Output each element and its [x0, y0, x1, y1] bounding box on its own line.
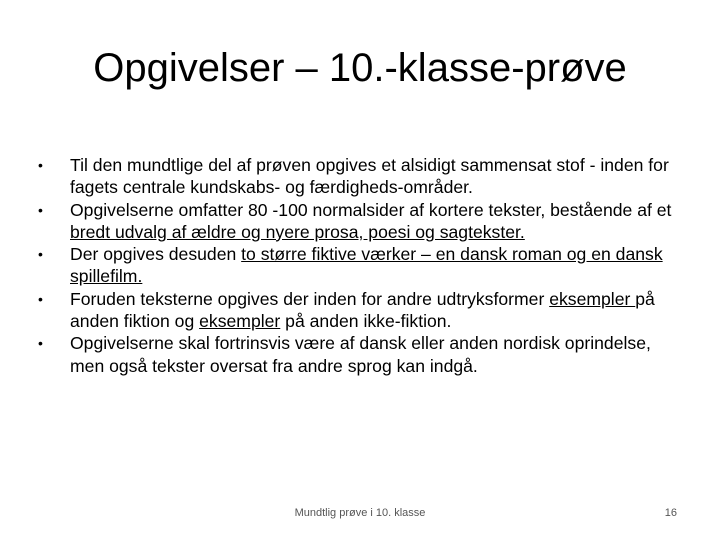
- bullet-text: Opgivelserne skal fortrinsvis være af dansk eller anden nordisk oprindelse, men også tekster oversat fra andre sprog kan indgå.: [70, 333, 651, 376]
- bullet-text: Foruden teksterne opgives der inden for andre udtryksformer: [70, 288, 550, 309]
- bullet-icon: •: [38, 335, 43, 352]
- bullet-item: [36, 243, 686, 288]
- bullet-text: Der opgives desuden: [70, 244, 242, 265]
- bullet-item: [36, 154, 686, 199]
- underlined-text: eksempler: [199, 311, 281, 332]
- bullet-text: Til den mundtlige del af prøven opgives et alsidigt sammensat stof - inden for fagets centrale kundskabs- og færdigheds-områder.: [70, 155, 669, 198]
- bullet-text: på anden ikke-fiktion.: [280, 311, 452, 332]
- underlined-text: eksempler: [549, 288, 636, 309]
- bullet-icon: •: [38, 157, 43, 173]
- bullet-icon: •: [38, 290, 43, 307]
- bullet-icon: •: [38, 201, 43, 218]
- bullet-item: [36, 199, 686, 244]
- slide-title: Opgivelser – 10.-klasse-prøve: [93, 46, 627, 90]
- footer-text: Mundtlig prøve i 10. klasse: [294, 507, 426, 519]
- bullet-list: [36, 154, 686, 377]
- bullet-icon: •: [38, 246, 43, 263]
- underlined-text: to større fiktive værker – en dansk roman og en dansk spillefilm.: [70, 244, 663, 287]
- bullet-item: [36, 332, 686, 377]
- bullet-text: Opgivelserne omfatter 80 -100 normalsider af kortere tekster, bestående af et: [70, 199, 672, 220]
- bullet-text: på anden fiktion og: [70, 288, 655, 332]
- underlined-text: bredt udvalg af ældre og nyere prosa, poesi og sagtekster.: [70, 221, 525, 242]
- page-number: 16: [664, 507, 677, 519]
- bullet-item: [36, 288, 686, 333]
